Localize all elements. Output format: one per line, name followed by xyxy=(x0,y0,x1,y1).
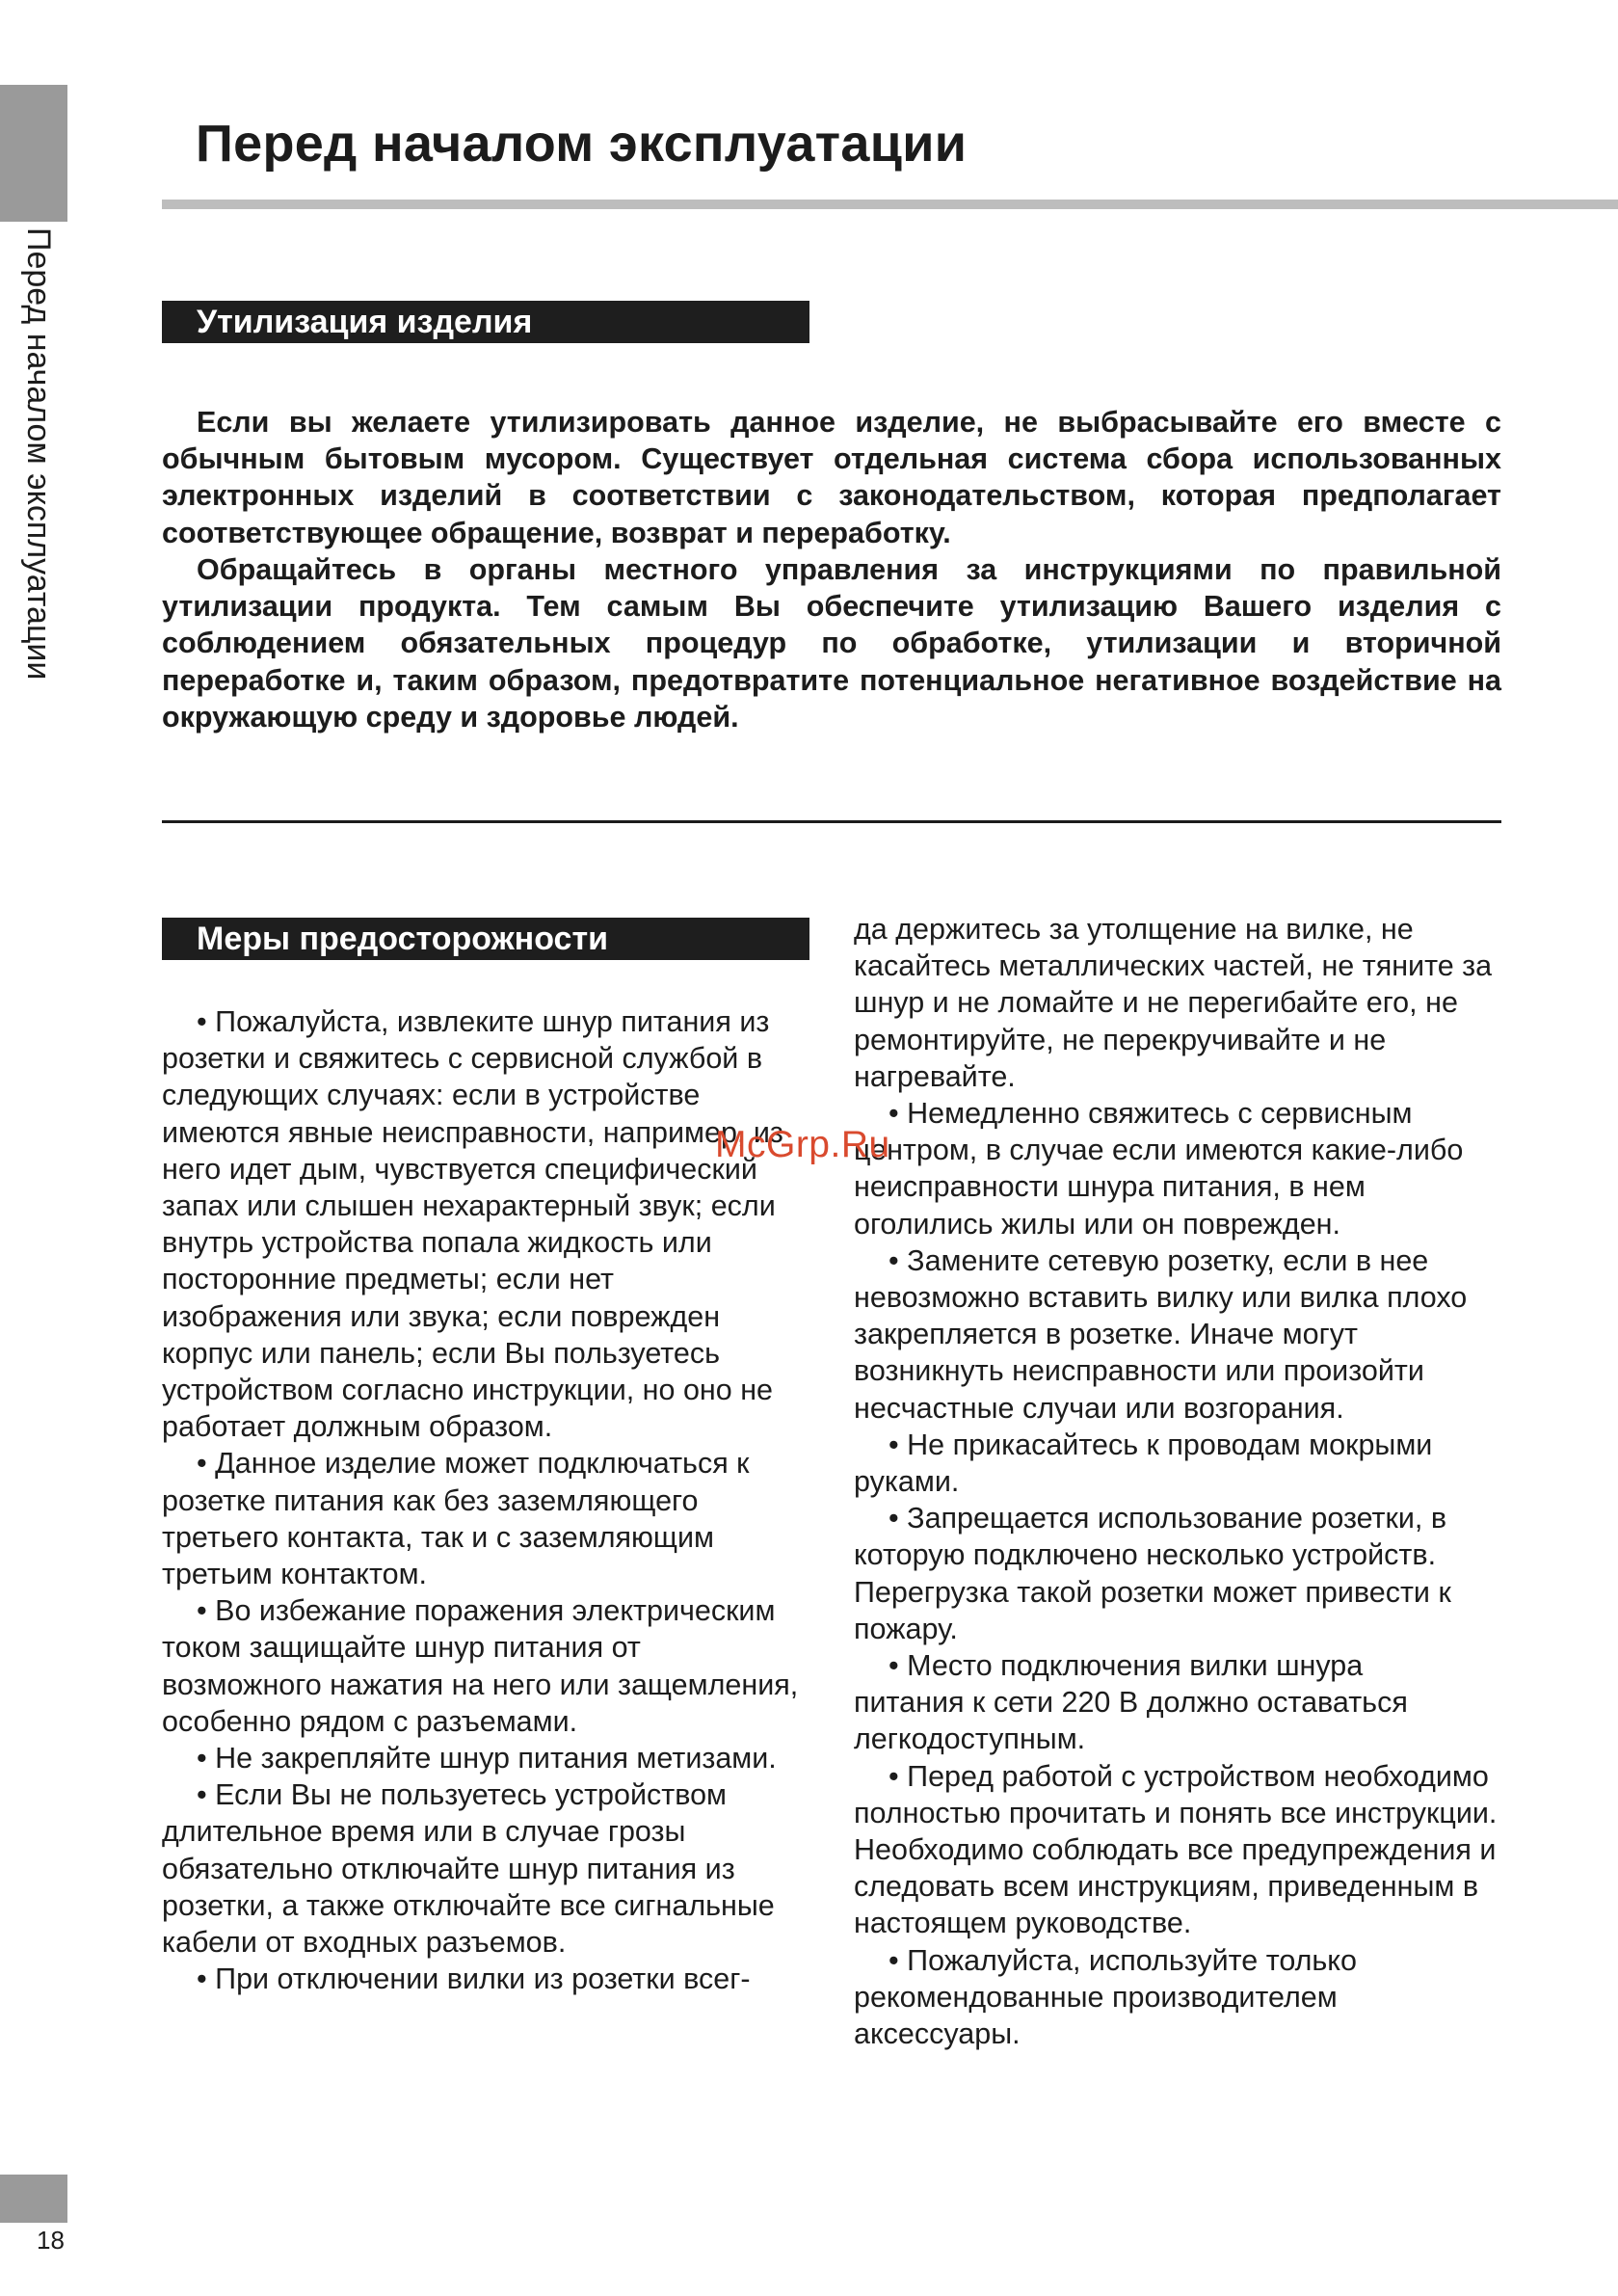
precaution-item: • Перед работой с устройством необходимо полностью прочитать и понять все инструкции. Необходимо соблюдать все предупреждения и следовать всем инструкциям, приведенным в настоящем руководстве. xyxy=(854,1759,1498,1940)
watermark-text: McGrp.Ru xyxy=(715,1124,890,1165)
disposal-paragraph-1: Если вы желаете утилизировать данное изделие, не выбрасывайте его вместе с обычным бытовым мусором. Существует отдельная система сбора использованных электронных изделий в соответствии с законодательством, которая предполагает соответствующее обращение, возврат и переработку. xyxy=(162,406,1501,549)
precaution-item: • При отключении вилки из розетки всег- xyxy=(197,1962,751,1996)
precaution-item: • Запрещается использование розетки, в которую подключено несколько устройств. Перегрузка такой розетки может привести к пожару. xyxy=(854,1502,1451,1645)
side-tab-marker xyxy=(0,85,67,222)
precaution-item: • Данное изделие может подключаться к розетке питания как без заземляющего третьего контакта, так и с заземляющим третьим контактом. xyxy=(162,1447,750,1591)
side-chapter-label: Перед началом эксплуатации xyxy=(20,227,57,681)
section-heading-precautions: Меры предосторожности xyxy=(162,918,809,960)
title-rule xyxy=(162,200,1618,209)
section-heading-disposal: Утилизация изделия xyxy=(162,301,809,343)
section-divider xyxy=(162,820,1501,823)
precaution-item: • Если Вы не пользуетесь устройством длительное время или в случае грозы обязательно отключайте шнур питания из розетки, а также отключайте все сигнальные кабели от входных разъемов. xyxy=(162,1778,775,1960)
disposal-paragraph-2: Обращайтесь в органы местного управления за инструкциями по правильной утилизации продукта. Тем самым Вы обеспечите утилизацию Вашего изделия с соблюдением обязательных процедур по обработке, утилизации и вторичной переработке и, таким образом, предотвратите потенциальное негативное воздействие на окружающую среду и здоровье людей. xyxy=(162,553,1501,734)
precaution-item: • Не закрепляйте шнур питания метизами. xyxy=(197,1742,777,1775)
precaution-item: • Немедленно свяжитесь с сервисным центром, в случае если имеются какие-либо неисправности шнура питания, в нем оголились жилы или он поврежден. xyxy=(854,1097,1464,1241)
precaution-item: • Место подключения вилки шнура питания к сети 220 В должно оставаться легкодоступным. xyxy=(854,1649,1408,1756)
precaution-item: • Пожалуйста, используйте только рекомендованные производителем аксессуары. xyxy=(854,1943,1357,2051)
precaution-item: • Пожалуйста, извлеките шнур питания из розетки и свяжитесь с сервисной службой в следующих случаях: если в устройстве имеются явные неисправности, например, из него идет дым, чувствуется специфический запах или слышен нехарактерный звук; если внутрь устройства попала жидкость или посторонние предметы; если нет изображения или звука; если поврежден корпус или панель; если Вы пользуетесь устройством согласно инструкции, но оно не работает должным образом. xyxy=(162,1005,783,1444)
page-title: Перед началом эксплуатации xyxy=(196,115,968,173)
precaution-item: • Во избежание поражения электрическим током защищайте шнур питания от возможного нажатия на него или защемления, особенно рядом с разъемами. xyxy=(162,1594,799,1738)
page-number: 18 xyxy=(37,2226,65,2255)
precaution-item: • Замените сетевую розетку, если в нее невозможно вставить вилку или вилка плохо закрепляется в розетке. Иначе могут возникнуть неисправности или произойти несчастные случаи или возгорания. xyxy=(854,1243,1468,1425)
page-number-tab xyxy=(0,2175,67,2223)
precautions-right-column xyxy=(854,911,1509,2052)
precaution-continuation: да держитесь за утолщение на вилке, не касайтесь металлических частей, не тяните за шнур и не ломайте и не перегибайте его, не ремонтируйте, не перекручивайте и не нагревайте. xyxy=(854,913,1493,1093)
precaution-item: • Не прикасайтесь к проводам мокрыми руками. xyxy=(854,1428,1433,1499)
